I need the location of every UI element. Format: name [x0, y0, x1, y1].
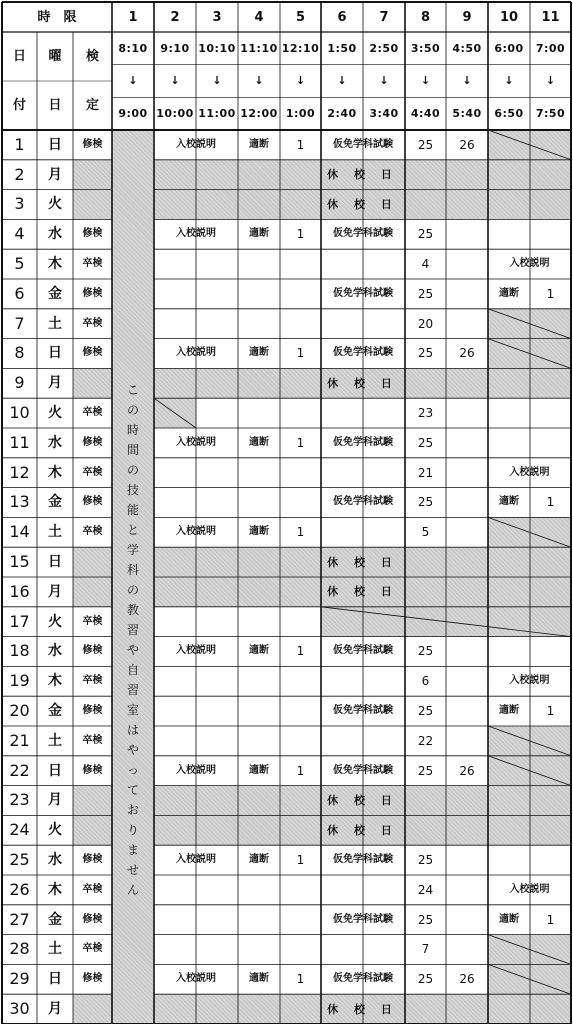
- session-count: 1: [296, 972, 305, 987]
- weekday-header: 曜: [48, 49, 62, 64]
- exam-type: 修検: [82, 973, 103, 985]
- weekday: 水: [48, 852, 62, 869]
- day-number: 24: [9, 820, 30, 840]
- period-number: 6: [337, 9, 347, 25]
- provisional-license-exam: 仮免学科試験: [333, 645, 393, 657]
- period-number: 4: [254, 9, 264, 25]
- exam-type: 卒検: [82, 943, 103, 955]
- weekday: 金: [48, 911, 62, 928]
- weekday: 日: [48, 762, 62, 779]
- exam-type: 卒検: [82, 526, 103, 538]
- aptitude-check: 適断: [499, 913, 519, 925]
- start-time: 1:50: [327, 41, 357, 55]
- period-8-count: 24: [417, 882, 434, 897]
- exam-type: 卒検: [82, 407, 103, 419]
- down-arrow-icon: ↓: [212, 74, 222, 88]
- down-arrow-icon: ↓: [379, 74, 389, 88]
- exam-type: 修検: [82, 854, 103, 866]
- period-8-count: 6: [421, 674, 430, 689]
- exam-header: 定: [85, 98, 99, 113]
- provisional-license-exam: 仮免学科試験: [333, 228, 393, 240]
- note-char: ん: [126, 883, 139, 897]
- weekday: 月: [48, 792, 62, 809]
- day-number: 14: [9, 522, 30, 542]
- aptitude-check: 適断: [499, 496, 519, 508]
- period-number: 7: [379, 9, 389, 25]
- period-number: 3: [212, 9, 222, 25]
- start-time: 12:10: [281, 41, 320, 55]
- period-8-count: 25: [417, 644, 434, 659]
- day-header: 付: [12, 98, 26, 113]
- exam-type: 修検: [82, 645, 103, 657]
- admission-briefing: 入校説明: [176, 436, 216, 448]
- period-number: 8: [420, 9, 431, 25]
- note-char: と: [126, 523, 139, 537]
- start-time: 10:10: [198, 41, 236, 55]
- end-time: 2:40: [327, 107, 357, 121]
- time-period-header: 時 限: [37, 9, 77, 25]
- end-time: 6:50: [494, 107, 524, 121]
- start-time: 6:00: [494, 41, 524, 55]
- day-number: 8: [14, 343, 25, 363]
- admission-briefing: 入校説明: [509, 883, 550, 895]
- aptitude-check: 適断: [249, 526, 269, 538]
- period-8-count: 25: [417, 137, 434, 152]
- note-char: 能: [126, 503, 139, 517]
- start-time: 7:00: [535, 41, 566, 55]
- end-time: 7:50: [535, 107, 566, 121]
- period-8-count: 22: [417, 733, 434, 748]
- exam-type: 修検: [82, 228, 103, 240]
- day-number: 29: [9, 969, 30, 989]
- day-number: 17: [9, 611, 30, 631]
- down-arrow-icon: ↓: [337, 74, 347, 88]
- day-number: 28: [9, 939, 30, 959]
- note-char: や: [126, 643, 139, 657]
- exam-type: 修検: [82, 138, 103, 150]
- aptitude-check: 適断: [249, 764, 269, 776]
- provisional-license-exam: 仮免学科試験: [333, 973, 393, 985]
- school-holiday: 休 校 日: [154, 786, 571, 816]
- end-time: 9:00: [118, 107, 148, 121]
- day-number: 25: [9, 850, 30, 870]
- admission-briefing: 入校説明: [176, 228, 216, 240]
- exam-header: 検: [85, 49, 99, 64]
- exam-type: 修検: [82, 913, 103, 925]
- weekday: 水: [48, 226, 62, 243]
- end-time: 4:40: [410, 107, 441, 121]
- note-char: り: [126, 823, 139, 837]
- start-time: 11:10: [240, 41, 278, 55]
- weekday: 日: [48, 971, 62, 988]
- school-holiday: 休 校 日: [154, 577, 571, 607]
- note-char: 習: [126, 623, 139, 637]
- note-char: 時: [126, 423, 139, 437]
- weekday: 火: [48, 196, 62, 213]
- aptitude-check: 適断: [249, 228, 269, 240]
- exam-type: 修検: [82, 764, 103, 776]
- weekday: 木: [48, 256, 62, 273]
- school-holiday: 休 校 日: [154, 815, 571, 845]
- exam-type: 卒検: [82, 258, 103, 270]
- note-char: お: [126, 803, 139, 817]
- down-arrow-icon: ↓: [504, 74, 514, 88]
- period-8-count: 25: [417, 435, 434, 450]
- provisional-license-exam: 仮免学科試験: [333, 287, 393, 299]
- provisional-license-exam: 仮免学科試験: [333, 347, 393, 359]
- period-9-count: 26: [459, 137, 475, 152]
- period-8-count: 20: [417, 316, 434, 331]
- session-count: 1: [546, 286, 555, 301]
- period-8-count: 7: [421, 942, 430, 957]
- session-count: 1: [296, 435, 305, 450]
- end-time: 10:00: [156, 107, 194, 121]
- exam-type: 卒検: [82, 675, 103, 687]
- aptitude-check: 適断: [499, 705, 519, 717]
- provisional-license-exam: 仮免学科試験: [333, 705, 393, 717]
- session-count: 1: [296, 763, 305, 778]
- session-count: 1: [546, 912, 555, 927]
- day-number: 4: [14, 224, 25, 244]
- exam-type: 修検: [82, 705, 103, 717]
- admission-briefing: 入校説明: [176, 138, 216, 150]
- note-char: 科: [126, 563, 139, 577]
- aptitude-check: 適断: [249, 436, 269, 448]
- school-holiday: 休 校 日: [154, 368, 571, 398]
- down-arrow-icon: ↓: [295, 74, 306, 88]
- start-time: 8:10: [118, 41, 148, 55]
- aptitude-check: 適断: [249, 645, 269, 657]
- admission-briefing: 入校説明: [176, 645, 216, 657]
- weekday-header: 日: [48, 98, 62, 113]
- session-count: 1: [296, 227, 305, 242]
- weekday: 月: [48, 1001, 62, 1018]
- down-arrow-icon: ↓: [462, 74, 472, 88]
- day-number: 30: [9, 999, 30, 1019]
- weekday: 日: [48, 554, 62, 571]
- end-time: 12:00: [240, 107, 278, 121]
- period-number: 9: [462, 9, 472, 25]
- provisional-license-exam: 仮免学科試験: [333, 138, 393, 150]
- weekday: 日: [48, 345, 62, 362]
- exam-type: 修検: [82, 287, 103, 299]
- weekday: 土: [48, 315, 62, 332]
- provisional-license-exam: 仮免学科試験: [333, 913, 393, 925]
- period-8-count: 25: [417, 912, 434, 927]
- note-char: ま: [126, 843, 139, 857]
- weekday: 月: [48, 166, 62, 183]
- day-number: 26: [9, 879, 30, 899]
- note-char: っ: [126, 763, 139, 777]
- exam-type: 卒検: [82, 317, 103, 329]
- exam-type: 修検: [82, 347, 103, 359]
- exam-type: 卒検: [82, 615, 103, 627]
- down-arrow-icon: ↓: [128, 74, 138, 88]
- start-time: 2:50: [369, 41, 399, 55]
- note-char: 室: [126, 703, 139, 717]
- session-count: 1: [296, 853, 305, 868]
- start-time: 3:50: [410, 41, 441, 55]
- aptitude-check: 適断: [249, 973, 269, 985]
- weekday: 火: [48, 613, 62, 630]
- provisional-license-exam: 仮免学科試験: [333, 496, 393, 508]
- weekday: 木: [48, 673, 62, 690]
- admission-briefing: 入校説明: [176, 347, 216, 359]
- note-char: や: [126, 743, 139, 757]
- day-number: 13: [9, 492, 30, 512]
- period-number: 11: [541, 9, 560, 25]
- day-number: 20: [9, 701, 30, 721]
- admission-briefing: 入校説明: [509, 466, 550, 478]
- session-count: 1: [296, 346, 305, 361]
- note-char: て: [126, 783, 139, 797]
- day-number: 1: [14, 134, 25, 154]
- weekday: 金: [48, 703, 62, 720]
- period-8-count: 25: [417, 346, 434, 361]
- exam-type: 修検: [82, 496, 103, 508]
- weekday: 水: [48, 434, 62, 451]
- period-8-count: 25: [417, 972, 434, 987]
- admission-briefing: 入校説明: [176, 854, 216, 866]
- period-9-count: 26: [459, 972, 475, 987]
- session-count: 1: [546, 704, 555, 719]
- note-char: は: [126, 723, 139, 737]
- period-8-count: 23: [417, 406, 434, 421]
- session-count: 1: [296, 644, 305, 659]
- weekday: 土: [48, 941, 62, 958]
- period-number: 5: [295, 9, 306, 25]
- weekday: 土: [48, 524, 62, 541]
- down-arrow-icon: ↓: [420, 74, 431, 88]
- weekday: 日: [48, 136, 62, 153]
- provisional-license-exam: 仮免学科試験: [333, 436, 393, 448]
- provisional-license-exam: 仮免学科試験: [333, 854, 393, 866]
- day-number: 7: [14, 313, 25, 333]
- note-char: 技: [126, 483, 139, 497]
- session-count: 1: [296, 137, 305, 152]
- period-9-count: 26: [459, 763, 475, 778]
- note-char: 習: [126, 683, 139, 697]
- period-8-count: 25: [417, 286, 434, 301]
- weekday: 木: [48, 881, 62, 898]
- school-holiday: 休 校 日: [154, 190, 571, 220]
- aptitude-check: 適断: [249, 138, 269, 150]
- period-8-count: 25: [417, 704, 434, 719]
- end-time: 3:40: [369, 107, 399, 121]
- admission-briefing: 入校説明: [176, 526, 216, 538]
- aptitude-check: 適断: [249, 854, 269, 866]
- day-number: 5: [14, 254, 25, 274]
- day-number: 3: [14, 194, 25, 214]
- day-number: 22: [9, 760, 30, 780]
- day-header: 日: [12, 49, 26, 64]
- day-number: 2: [14, 164, 25, 184]
- weekday: 金: [48, 494, 62, 511]
- note-char: の: [126, 463, 139, 477]
- period-8-count: 4: [421, 257, 430, 272]
- admission-briefing: 入校説明: [176, 764, 216, 776]
- down-arrow-icon: ↓: [170, 74, 180, 88]
- note-char: せ: [126, 863, 139, 877]
- admission-briefing: 入校説明: [176, 973, 216, 985]
- weekday: 木: [48, 464, 62, 481]
- session-count: 1: [546, 495, 555, 510]
- down-arrow-icon: ↓: [545, 74, 556, 88]
- school-holiday: 休 校 日: [154, 160, 571, 190]
- period-8-count: 5: [421, 525, 430, 540]
- session-count: 1: [296, 525, 305, 540]
- period-9-count: 26: [459, 346, 475, 361]
- day-number: 15: [9, 552, 30, 572]
- day-number: 6: [14, 283, 25, 303]
- end-time: 11:00: [198, 107, 236, 121]
- note-char: 学: [126, 543, 139, 557]
- weekday: 金: [48, 285, 62, 302]
- period-number: 2: [170, 9, 180, 25]
- note-char: の: [126, 583, 139, 597]
- day-number: 27: [9, 909, 30, 929]
- weekday: 水: [48, 643, 62, 660]
- admission-briefing: 入校説明: [509, 675, 550, 687]
- period-number: 10: [499, 9, 519, 25]
- note-char: 自: [126, 663, 139, 677]
- admission-briefing: 入校説明: [509, 258, 550, 270]
- exam-type: 修検: [82, 436, 103, 448]
- period-number: 1: [128, 9, 138, 25]
- day-number: 19: [9, 671, 30, 691]
- weekday: 月: [48, 583, 62, 600]
- day-number: 21: [9, 730, 30, 750]
- day-number: 23: [9, 790, 30, 810]
- exam-type: 卒検: [82, 466, 103, 478]
- weekday: 火: [48, 405, 62, 422]
- note-char: こ: [126, 383, 139, 397]
- day-number: 9: [14, 373, 25, 393]
- day-number: 12: [9, 462, 30, 482]
- weekday: 月: [48, 375, 62, 392]
- aptitude-check: 適断: [499, 287, 519, 299]
- end-time: 1:00: [285, 107, 316, 121]
- exam-type: 卒検: [82, 883, 103, 895]
- start-time: 9:10: [160, 41, 190, 55]
- period-8-count: 25: [417, 853, 434, 868]
- period-8-count: 21: [417, 465, 434, 480]
- period-8-count: 25: [417, 227, 434, 242]
- end-time: 5:40: [452, 107, 482, 121]
- exam-type: 卒検: [82, 734, 103, 746]
- note-char: 間: [126, 443, 139, 457]
- period-8-count: 25: [417, 495, 434, 510]
- school-holiday: 休 校 日: [154, 547, 571, 577]
- day-number: 10: [9, 403, 30, 423]
- down-arrow-icon: ↓: [254, 74, 264, 88]
- aptitude-check: 適断: [249, 347, 269, 359]
- note-char: 教: [126, 603, 139, 617]
- note-char: の: [126, 403, 139, 417]
- provisional-license-exam: 仮免学科試験: [333, 764, 393, 776]
- weekday: 火: [48, 822, 62, 839]
- start-time: 4:50: [452, 41, 482, 55]
- school-holiday: 休 校 日: [154, 994, 571, 1024]
- day-number: 18: [9, 641, 30, 661]
- day-number: 11: [9, 432, 30, 452]
- weekday: 土: [48, 732, 62, 749]
- day-number: 16: [9, 581, 30, 601]
- period-8-count: 25: [417, 763, 434, 778]
